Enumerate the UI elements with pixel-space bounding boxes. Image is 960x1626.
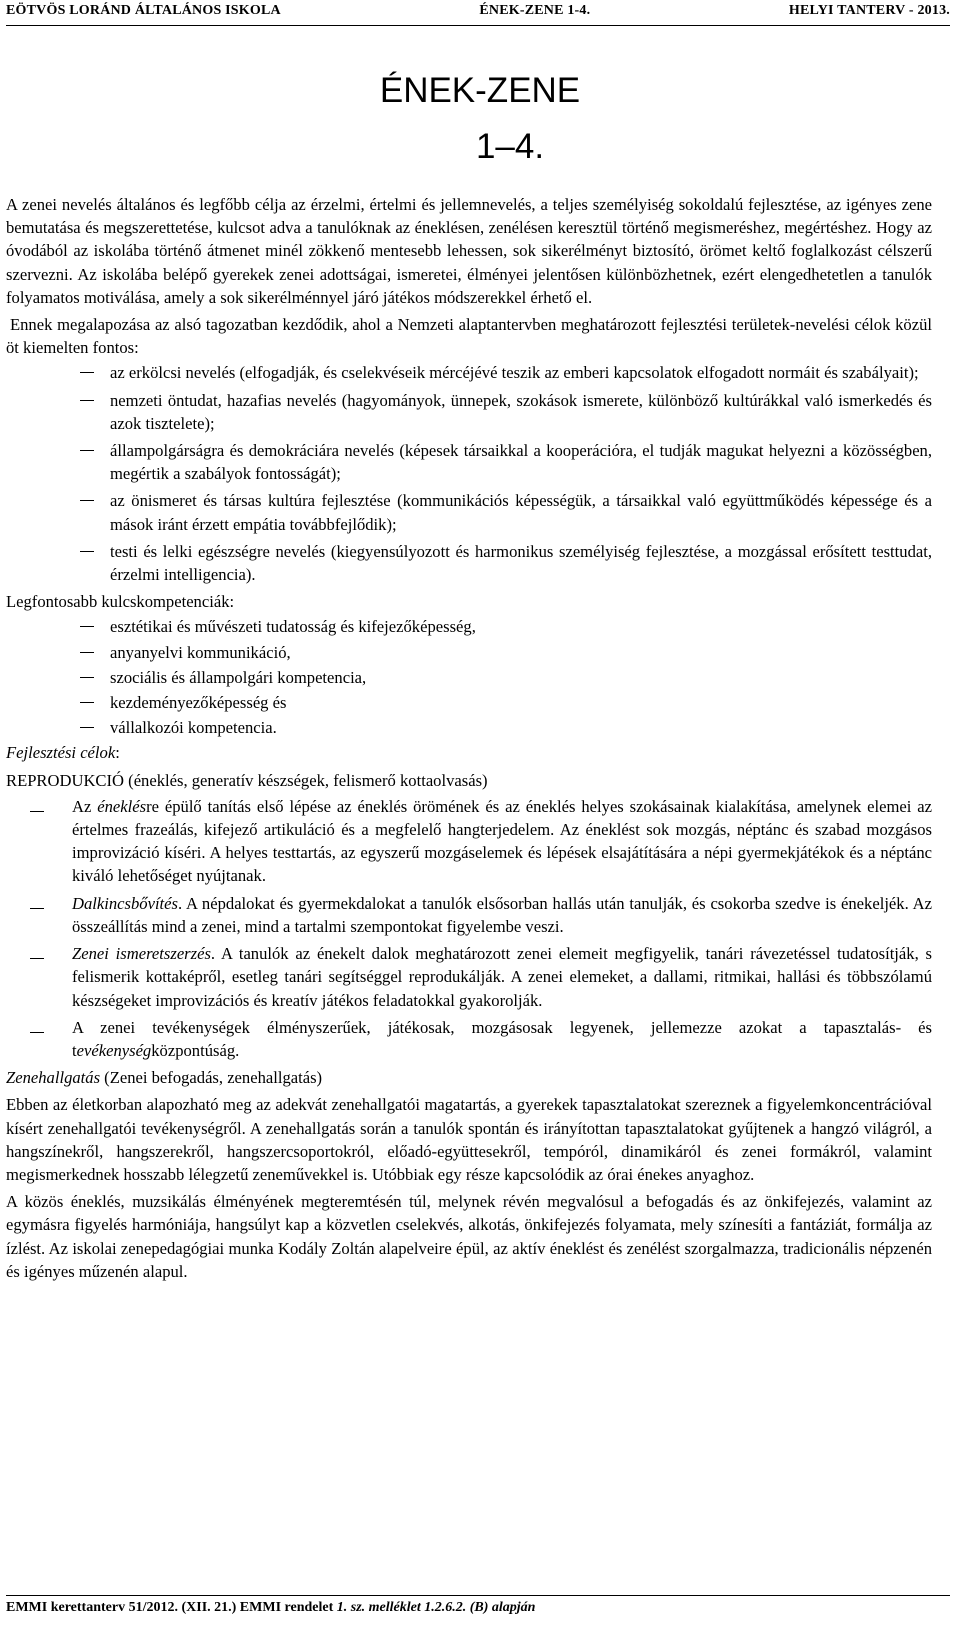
competency-item: esztétikai és művészeti tudatosság és kifejezőképesség, xyxy=(6,615,932,638)
reproduction-item: Az éneklésre épülő tanítás első lépése az éneklés örömének és az éneklés helyes szokásainak kialakítása, amelynek elemei az értelmes frazeálás, kifejező artikuláció és a megfelelő hangterjedelem. Az éneklést sok mozgás, néptánc és szabad mozgásos improvizáció kíséri. A helyes testtartás, az egyszerű mozgáselemek és lépések elsajátítására a népi gyermekjátékok és a néptánc kiváló lehetőséget nyújtanak. xyxy=(6,795,932,888)
intro-paragraph-2: Ennek megalapozása az alsó tagozatban kezdődik, ahol a Nemzeti alaptantervben meghatározott fejlesztési területek-nevelési célok közül öt kiemelten fontos: xyxy=(6,315,932,358)
header-curriculum: HELYI TANTERV - 2013. xyxy=(788,3,950,18)
reproduction-item: A zenei tevékenységek élményszerűek, játékosak, mozgásosak legyenek, jellemezze azokat a tapasztalás- és tevékenységközpontúság. xyxy=(6,1016,932,1062)
dev-goals-label: Fejlesztési célok: xyxy=(6,743,120,763)
title-line2: 1–4. xyxy=(475,127,545,166)
listening-paragraph-2: A közös éneklés, muzsikálás élményének megteremtésén túl, melynek révén megvalósul a befogadás és az önkifejezés, valamint az egymásra figyelés harmóniája, hangsúlyt kap a közvetlen cselekvés, alkotás, önkifejezés folyamata, mely színesíti a fantáziát, formálja az ízlést. Az iskolai zenepedagógiai munka Kodály Zoltán alapelveire épül, az aktív éneklést és zenélést szorgalmazza, tradicionális népzenén és igényes műzenén alapul. xyxy=(6,1192,932,1281)
goal-item: nemzeti öntudat, hazafias nevelés (hagyományok, ünnepek, szokások ismerete, különböző kultúrákkal való ismerkedés és azok tisztelete); xyxy=(6,389,932,435)
reproduction-list xyxy=(6,795,932,1062)
reproduction-heading: REPRODUKCIÓ (éneklés, generatív készségek, felismerő kottaolvasás) xyxy=(6,770,488,790)
document-title xyxy=(0,70,960,168)
goals-list xyxy=(6,361,932,586)
competency-item: kezdeményezőképesség és xyxy=(6,691,932,714)
listening-paragraph-1: Ebben az életkorban alapozható meg az adekvát zenehallgatói magatartás, a gyerekek tapasztalatokat szereznek a figyelemkoncentrációval kísért zenehallgatói tevékenységről. A zenehallgatás során a tanulók spontán és irányítottan tapasztalatokat gyűjtenek a hangzó világról, a hangszínekről, hangszerekről, hangszercsoportokról, előadó-együttesekről, tempóról, dinamikáról és zenei formákról, valamint megismerkednek hosszabb lélegzetű zeneművekkel is. Utóbbiak egy része kapcsolódik az órai énekes anyaghoz. xyxy=(6,1095,932,1184)
intro-paragraph-1: A zenei nevelés általános és legfőbb célja az érzelmi, értelmi és jellemnevelés, a teljes személyiség sokoldalú fejlesztése, az igényes zene bemutatása és megszerettetése, kulcsot adva a tanulóknak az éneklésen, zenélésen keresztül történő megismeréshez, megértéshez. Hogy az óvodából az iskolába történő átmenet minél zökkenő mentesebb lehessen, sok sikerélményt biztosító, örömet keltő foglalkozást célszerű szervezni. Az iskolába belépő gyerekek zenei adottságai, ismeretei, élményei jelentősen különbözhetnek, ezért elengedhetetlen a tanulók folyamatos motiválása, amely a sok sikerélménnyel járó játékos módszerekkel érhető el. xyxy=(6,195,932,307)
header-subject: ÉNEK-ZENE 1-4. xyxy=(479,3,591,18)
goal-item: az erkölcsi nevelés (elfogadják, és cselekvéseik mércéjévé teszik az emberi kapcsolatok elfogadott normáit és szabályait); xyxy=(6,361,932,384)
header-school: EÖTVÖS LORÁND ÁLTALÁNOS ISKOLA xyxy=(6,3,281,18)
page-footer: EMMI kerettanterv 51/2012. (XII. 21.) EMMI rendelet 1. sz. melléklet 1.2.6.2. (B) alapján xyxy=(6,1595,950,1616)
reproduction-item: Dalkincsbővítés. A népdalokat és gyermekdalokat a tanulók elsősorban hallás után tanulják, és csokorba szedve is énekeljék. Az összeállítás mind a zenei, mind a tartalmi szempontokat figyelembe veszi. xyxy=(6,892,932,938)
listening-heading: Zenehallgatás (Zenei befogadás, zenehallgatás) xyxy=(6,1068,323,1088)
competencies-list xyxy=(6,615,932,739)
title-line1: ÉNEK-ZENE xyxy=(379,71,581,110)
competency-item: szociális és állampolgári kompetencia, xyxy=(6,666,932,689)
competency-item: vállalkozói kompetencia. xyxy=(6,716,932,739)
page-header xyxy=(6,3,950,26)
goal-item: testi és lelki egészségre nevelés (kiegyensúlyozott és harmonikus személyiség fejlesztése, a mozgással erősített testtudat, érzelmi intelligencia). xyxy=(6,540,932,586)
reproduction-item: Zenei ismeretszerzés. A tanulók az énekelt dalok meghatározott zenei elemeit megfigyelik, tanári rávezetéssel tudatosítják, s felismerik kottaképről, esetleg tanári segítséggel reprodukálják. A zenei elemeket, a dallami, ritmikai, hallási és többszólamú készségeket improvizációs és kreatív játékos feladatokkal gyakorolják. xyxy=(6,942,932,1012)
competency-item: anyanyelvi kommunikáció, xyxy=(6,641,932,664)
competencies-heading: Legfontosabb kulcskompetenciák: xyxy=(6,592,235,612)
document-body xyxy=(6,193,932,1283)
goal-item: az önismeret és társas kultúra fejlesztése (kommunikációs képességük, a társaikkal való együttműködés képessége és a mások iránt érzett empátia továbbfejlődik); xyxy=(6,489,932,535)
goal-item: állampolgárságra és demokráciára nevelés (képesek társaikkal a kooperációra, el tudják magukat helyezni a közösségben, megértik a szabályok fontosságát); xyxy=(6,439,932,485)
